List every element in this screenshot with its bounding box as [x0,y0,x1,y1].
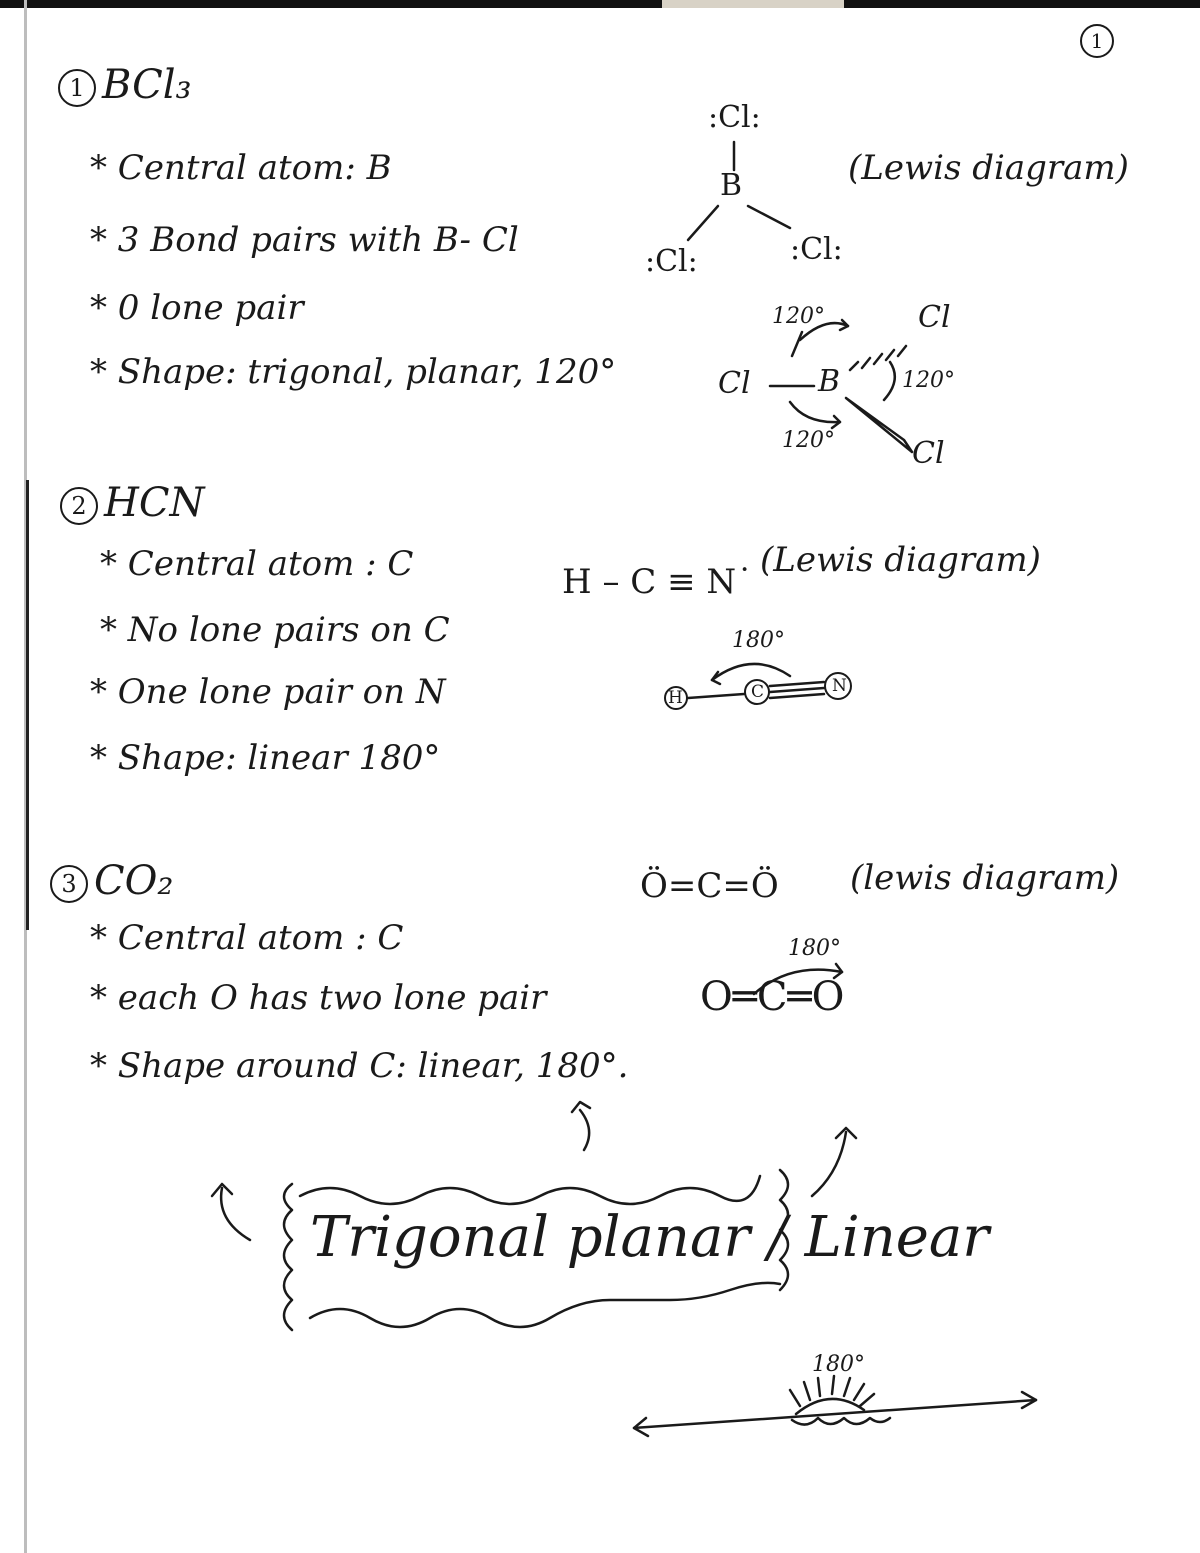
bcl3-angle-right: 120° [902,368,955,393]
pointer-arrow-center [572,1102,590,1150]
page-number: 1 [1080,24,1114,58]
hcn-angle: 180° [732,628,785,653]
section-2-bullet-2: * No lone pairs on C [100,610,450,650]
section-1-lewis-label: (Lewis diagram) [848,148,1129,188]
co2-angle: 180° [788,936,841,961]
section-2-bullet-1: * Central atom : C [100,544,414,584]
banner-wave-bottom [310,1283,780,1327]
hcn-h-circle [665,687,687,709]
section-1-number: 1 [58,69,96,107]
section-3-bullet-3: * Shape around C: linear, 180°. [90,1046,629,1086]
sun-rays [790,1376,874,1406]
hcn-angle-arc [712,664,790,680]
bcl3-geometry-top-cl: Cl [918,300,951,335]
hcn-triple-bond-1 [770,682,824,686]
section-2-lewis-label: (Lewis diagram) [760,540,1041,580]
pointer-arrow-right [812,1128,856,1196]
bottom-angle-label: 180° [812,1352,865,1377]
bcl3-lewis-boron: B [720,168,743,203]
bcl3-arrow-tick [792,332,802,356]
section-3-title: CO₂ [94,858,174,904]
hcn-triple-bond-2 [770,688,824,692]
section-1-bullet-1: * Central atom: B [90,148,392,188]
bcl3-arc-bottom [790,402,840,422]
section-2-bullet-3: * One lone pair on N [90,672,446,712]
section-1-title: BCl₃ [102,62,192,108]
hcn-atom-c: C [751,682,765,702]
summary-banner: Trigonal planar / Linear [310,1205,990,1270]
hcn-n-circle [825,673,851,699]
pointer-arrow-left [212,1184,250,1240]
hcn-atom-n: N [832,676,847,696]
hcn-triple-bond-3 [770,694,824,698]
bcl3-lewis-left-cl: :Cl: [645,244,698,279]
sun-wave [792,1418,890,1425]
section-2-number: 2 [60,487,98,525]
bcl3-geometry-boron: B [818,364,841,399]
hcn-c-circle [745,680,769,704]
bcl3-hashed-wedge [850,346,906,370]
bcl3-geometry-bottom-cl: Cl [912,436,945,471]
banner-wave-left [284,1184,292,1330]
section-1-bullet-3: * 0 lone pair [90,288,304,328]
bcl3-arc-top [800,323,848,340]
section-3-lewis-label: (lewis diagram) [850,858,1120,898]
bcl3-arc-right [884,362,895,400]
bcl3-lewis-top-cl: :Cl: [708,100,761,135]
bcl3-angle-top: 120° [772,304,825,329]
section-1-bullet-4: * Shape: trigonal, planar, 120° [90,352,617,392]
co2-lewis-formula: Ö=C=Ö [640,866,779,906]
section-2-bullet-4: * Shape: linear 180° [90,738,441,778]
hcn-atom-h: H [668,688,683,708]
section-3-bullet-2: * each O has two lone pair [90,978,547,1018]
co2-angle-arc [754,970,842,994]
banner-wave-right [780,1170,788,1290]
co2-geometry: O═C═O [700,974,845,1020]
hcn-lewis-formula: H – C ≡ N˙ [562,562,754,602]
hcn-single-bond [688,694,744,698]
section-3-bullet-1: * Central atom : C [90,918,404,958]
section-2-title: HCN [104,480,205,526]
bcl3-bond-left [688,206,718,240]
bcl3-solid-wedge [846,398,912,452]
section-1-bullet-2: * 3 Bond pairs with B- Cl [90,220,519,260]
bcl3-bond-right [748,206,790,228]
bcl3-angle-bottom: 120° [782,428,835,453]
bcl3-lewis-right-cl: :Cl: [790,232,843,267]
bcl3-geometry-left-cl: Cl [718,366,751,401]
banner-wave-top [300,1176,760,1204]
section-3-number: 3 [50,865,88,903]
